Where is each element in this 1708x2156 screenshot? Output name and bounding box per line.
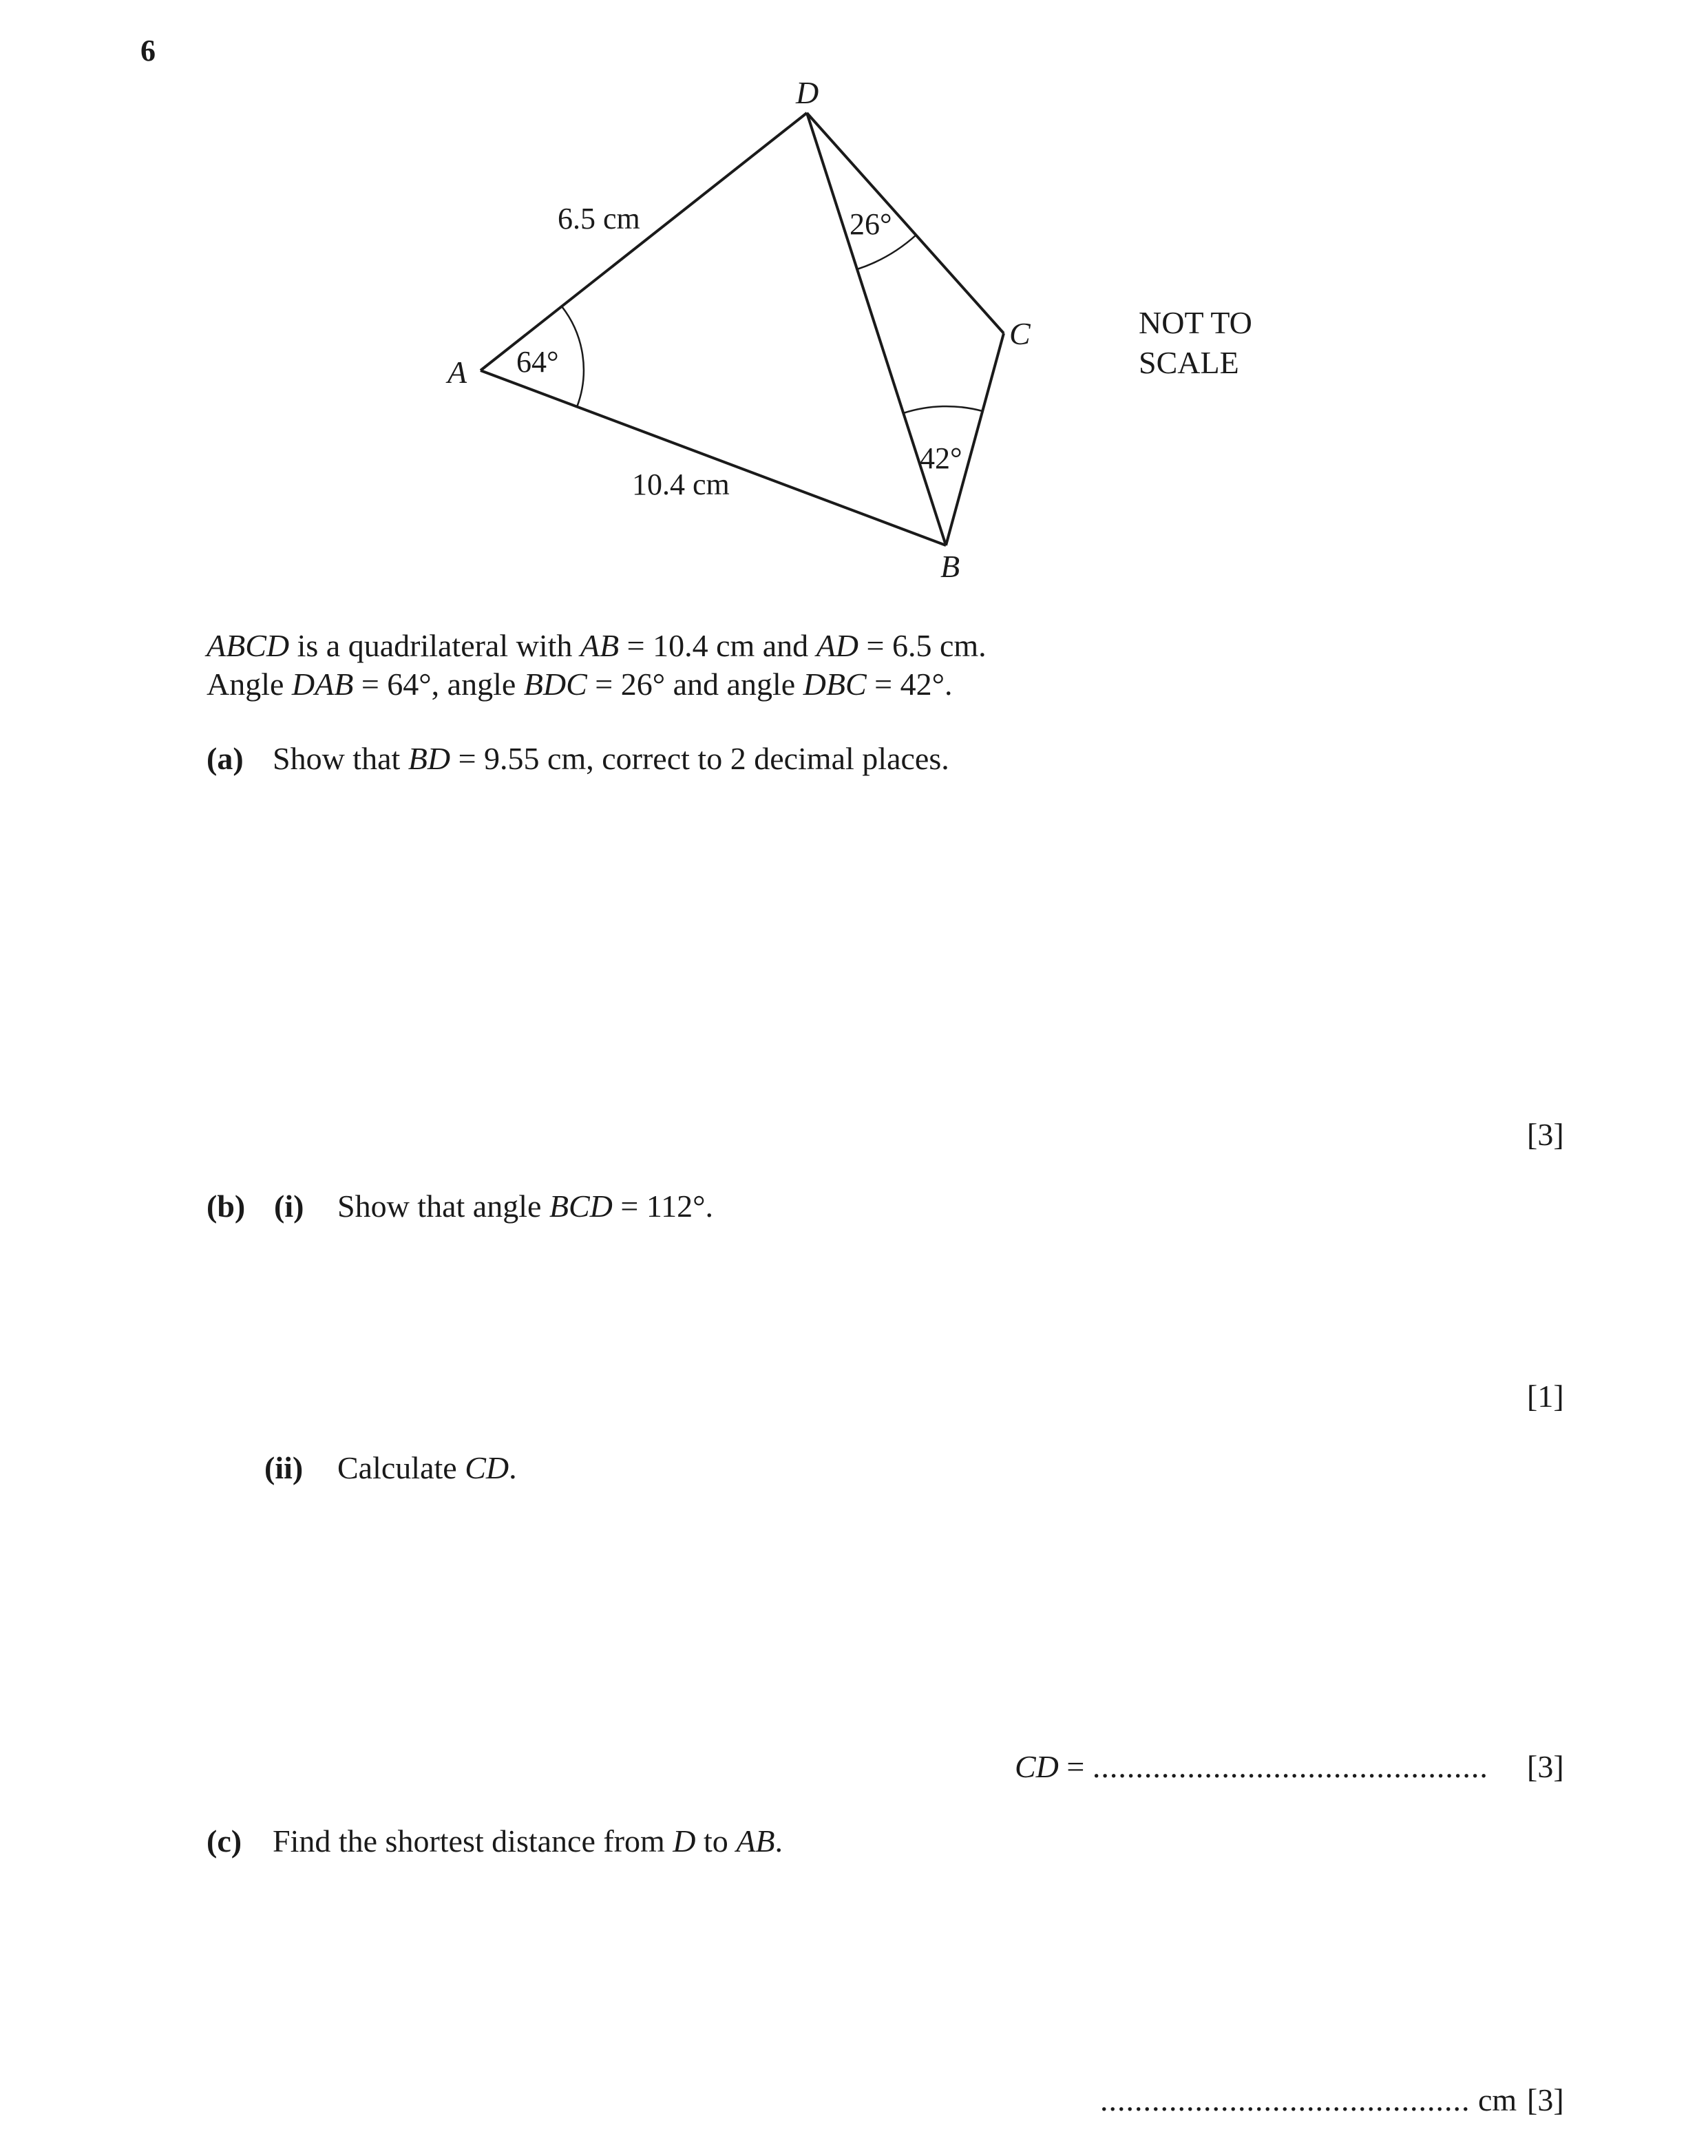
part-b-i-question	[337, 1187, 713, 1226]
edge-DC	[807, 113, 1004, 333]
answer-equals: =	[1058, 1749, 1093, 1784]
vertex-label-A: A	[447, 355, 467, 390]
angle-arcs	[562, 235, 982, 413]
vertex-label-D: D	[796, 75, 819, 110]
intro-line-1	[207, 627, 987, 665]
answer-blank[interactable]: ...........................................	[1100, 2082, 1470, 2117]
part-b-ii-marks: [3]	[1527, 1749, 1564, 1784]
part-b-ii-question	[337, 1449, 517, 1487]
answer-blank[interactable]: ..............................................	[1092, 1749, 1488, 1784]
part-c-marks: [3]	[1527, 2082, 1564, 2117]
part-c-label: (c)	[207, 1823, 242, 1859]
question-number: 6	[140, 34, 156, 67]
question-text: = 9.55 cm, correct to 2 decimal places.	[450, 741, 949, 776]
part-a-question	[273, 740, 949, 778]
quadrilateral-diagram	[0, 0, 1708, 620]
intro-text: = 42°.	[866, 667, 953, 702]
angle-label-DBC: 42°	[920, 441, 962, 475]
intro-bdc: BDC	[523, 667, 587, 702]
part-c-question	[273, 1822, 783, 1861]
angle-arc-DBC	[903, 406, 982, 413]
part-b-label: (b)	[207, 1189, 246, 1224]
angle-arc-A	[562, 306, 584, 407]
question-text: .	[774, 1823, 783, 1859]
question-text: Find the shortest distance from	[273, 1823, 673, 1859]
not-to-scale-line1: NOT TO	[1139, 305, 1252, 340]
part-b-i-label: (i)	[274, 1189, 304, 1224]
part-b-ii-answer-line	[1015, 1748, 1488, 1786]
question-text: Calculate	[337, 1450, 465, 1485]
part-c-ab: AB	[736, 1823, 775, 1859]
part-a-bd: BD	[408, 741, 451, 776]
question-text: = 112°.	[612, 1189, 714, 1224]
part-b-ii-label: (ii)	[264, 1450, 304, 1485]
intro-text: is a quadrilateral with	[289, 628, 580, 663]
part-b-ii-cd: CD	[465, 1450, 509, 1485]
part-a-label: (a)	[207, 741, 244, 776]
question-text: .	[509, 1450, 517, 1485]
vertex-label-C: C	[1009, 316, 1031, 351]
side-label-AB: 10.4 cm	[632, 468, 730, 501]
intro-text: Angle	[207, 667, 292, 702]
edge-DB	[807, 113, 946, 545]
question-text: to	[695, 1823, 737, 1859]
question-text: Show that angle	[337, 1189, 549, 1224]
answer-unit: cm	[1478, 2082, 1517, 2117]
not-to-scale-line2: SCALE	[1139, 345, 1239, 380]
part-a-marks: [3]	[1527, 1117, 1564, 1152]
angle-label-BDC: 26°	[850, 207, 892, 241]
intro-text: = 64°, angle	[353, 667, 524, 702]
intro-text: = 26° and angle	[587, 667, 803, 702]
edge-AB	[481, 370, 946, 545]
part-c-answer-line	[1100, 2081, 1517, 2120]
vertex-label-B: B	[940, 549, 960, 584]
side-label-AD: 6.5 cm	[558, 202, 640, 236]
intro-dab: DAB	[291, 667, 354, 702]
intro-text: = 10.4 cm and	[619, 628, 816, 663]
edge-CB	[946, 333, 1004, 545]
answer-prefix: CD	[1015, 1749, 1059, 1784]
edge-AD	[481, 113, 807, 370]
part-b-i-marks: [1]	[1527, 1379, 1564, 1414]
part-b-i-bcd: BCD	[549, 1189, 613, 1224]
diagram-edges	[481, 113, 1004, 545]
intro-line-2	[207, 665, 953, 704]
intro-dbc: DBC	[803, 667, 867, 702]
intro-text: = 6.5 cm.	[858, 628, 987, 663]
part-c-d: D	[673, 1823, 696, 1859]
question-text: Show that	[273, 741, 408, 776]
intro-ab: AB	[580, 628, 620, 663]
angle-label-A: 64°	[516, 345, 559, 379]
intro-abcd: ABCD	[207, 628, 290, 663]
intro-ad: AD	[816, 628, 859, 663]
